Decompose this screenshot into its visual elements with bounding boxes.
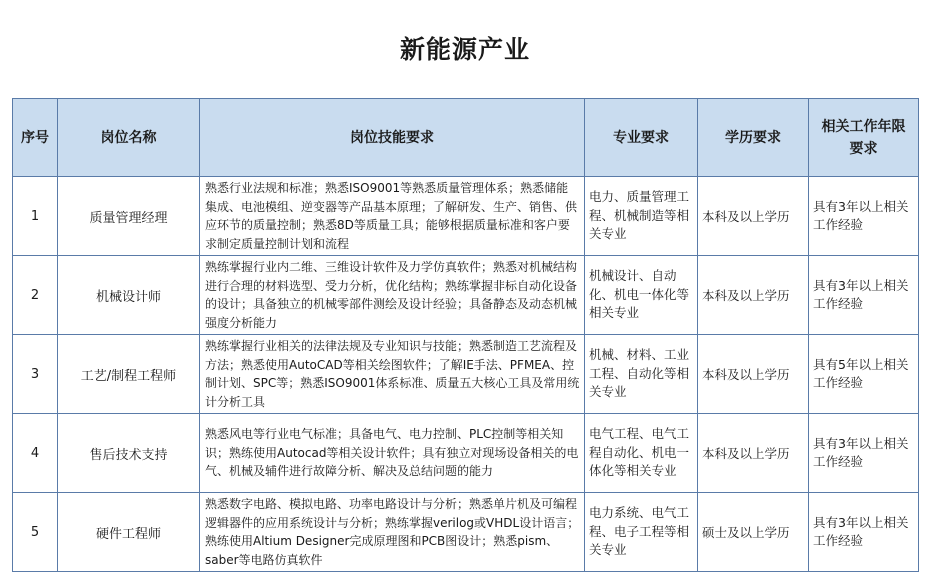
- row-index: 2: [13, 256, 58, 335]
- row-skills: 熟练掌握行业相关的法律法规及专业知识与技能；熟悉制造工艺流程及方法；熟悉使用AutoCAD等相关绘图软件；了解IE手法、PFMEA、控制计划、SPC等；熟悉ISO9001体系标准、质量五大核心工具及常用统计分析工具: [200, 335, 585, 414]
- row-skills: 熟悉行业法规和标准；熟悉ISO9001等熟悉质量管理体系；熟悉储能集成、电池模组、逆变器等产品基本原理；了解研发、生产、销售、供应环节的质量控制；熟悉8D等质量工具；能够根据质量标准和客户要求制定质量控制计划和流程: [200, 177, 585, 256]
- row-index: 1: [13, 177, 58, 256]
- table-row: [13, 335, 919, 414]
- header-index: 序号: [13, 99, 58, 177]
- table-row: [13, 256, 919, 335]
- header-major: 专业要求: [585, 99, 698, 177]
- table-row: [13, 177, 919, 256]
- row-position: 售后技术支持: [58, 414, 200, 493]
- row-major: 电力系统、电气工程、电子工程等相关专业: [585, 493, 698, 572]
- row-experience: 具有3年以上相关工作经验: [809, 177, 919, 256]
- table-header-row: [13, 99, 919, 177]
- header-skills: 岗位技能要求: [200, 99, 585, 177]
- row-experience: 具有3年以上相关工作经验: [809, 414, 919, 493]
- row-index: 4: [13, 414, 58, 493]
- row-position: 机械设计师: [58, 256, 200, 335]
- row-degree: 本科及以上学历: [698, 414, 809, 493]
- row-major: 机械、材料、工业工程、自动化等相关专业: [585, 335, 698, 414]
- row-degree: 本科及以上学历: [698, 256, 809, 335]
- row-position: 硬件工程师: [58, 493, 200, 572]
- row-experience: 具有3年以上相关工作经验: [809, 493, 919, 572]
- row-major: 电气工程、电气工程自动化、机电一体化等相关专业: [585, 414, 698, 493]
- row-skills: 熟悉数字电路、模拟电路、功率电路设计与分析；熟悉单片机及可编程逻辑器件的应用系统设计与分析；熟练掌握verilog或VHDL设计语言；熟练使用Altium Designer完成原理图和PCB图设计；熟悉pism、saber等电路仿真软件: [200, 493, 585, 572]
- page-title: 新能源产业: [399, 35, 530, 64]
- header-experience: 相关工作年限要求: [809, 99, 919, 177]
- row-skills: 熟悉风电等行业电气标准；具备电气、电力控制、PLC控制等相关知识；熟练使用Autocad等相关设计软件；具有独立对现场设备相关的电气、机械及辅件进行故障分析、解决及总结问题的能力: [200, 414, 585, 493]
- row-experience: 具有3年以上相关工作经验: [809, 256, 919, 335]
- row-major: 机械设计、自动化、机电一体化等相关专业: [585, 256, 698, 335]
- row-degree: 硕士及以上学历: [698, 493, 809, 572]
- row-experience: 具有5年以上相关工作经验: [809, 335, 919, 414]
- header-degree: 学历要求: [698, 99, 809, 177]
- row-degree: 本科及以上学历: [698, 177, 809, 256]
- header-position: 岗位名称: [58, 99, 200, 177]
- row-skills: 熟练掌握行业内二维、三维设计软件及力学仿真软件；熟悉对机械结构进行合理的材料选型、受力分析，优化结构；熟练掌握非标自动化设备的设计；具备独立的机械零部件测绘及设计经验；具备静态及动态机械强度分析能力: [200, 256, 585, 335]
- table-row: [13, 493, 919, 572]
- row-position: 质量管理经理: [58, 177, 200, 256]
- table-row: [13, 414, 919, 493]
- row-position: 工艺/制程工程师: [58, 335, 200, 414]
- row-major: 电力、质量管理工程、机械制造等相关专业: [585, 177, 698, 256]
- job-requirements-table: [12, 98, 919, 572]
- row-degree: 本科及以上学历: [698, 335, 809, 414]
- row-index: 3: [13, 335, 58, 414]
- row-index: 5: [13, 493, 58, 572]
